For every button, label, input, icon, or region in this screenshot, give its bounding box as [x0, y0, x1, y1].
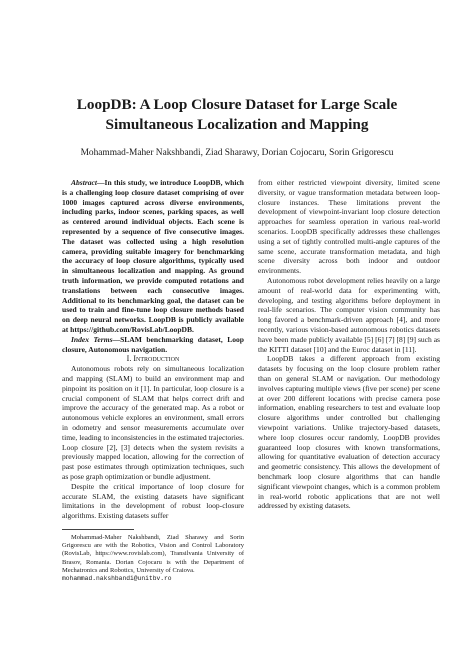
affiliation-footnote: [62, 534, 244, 583]
left-column: [62, 178, 244, 583]
abstract-lead: Abstract: [71, 178, 97, 187]
paper-title: LoopDB: A Loop Closure Dataset for Large Scale Simultaneous Localization and Mapping: [76, 96, 398, 133]
intro-paragraph: LoopDB takes a different approach from existing datasets by focusing on the loop closure problem rather than on general SLAM or navigation. Our methodology involves capturing multiple views (five per scene) per scene at over 200 different locations with precise camera pose information, enabling researchers to test and evaluate loop closure algorithms under controlled but challenging viewpoint variations. Unlike trajectory-based datasets, where loop closures occur randomly, LoopDB provides guaranteed loop closures with known transformations, allowing for quantitative evaluation of detection accuracy and geometric consistency. This allows the development of benchmark loop closure algorithms that can handle significant viewpoint changes, which is a common problem in real-world robotic applications that are not well addressed by existing datasets.: [258, 354, 440, 511]
footnote-email: mohammad.nakshbandi@unitbv.ro: [62, 574, 172, 582]
index-terms-text: —SLAM benchmarking dataset, Loop closure, Autonomous navigation.: [62, 334, 244, 354]
intro-paragraph: Autonomous robots rely on simultaneous localization and mapping (SLAM) to build an environment map and pinpoint its position on it [1]. In particular, loop closure is a crucial component of SLAM that helps correct drift and improve the accuracy of the generated map. As a robot or autonomous vehicle explores an environment, small errors in odometry and sensor measurements accumulate over time, leading to inconsistencies in the estimated trajectories. Loop closure [2], [3] detects when the system revisits a previously mapped location, allowing for the correction of past pose estimates through optimization techniques, such as pose graph optimization or bundle adjustment.: [62, 364, 244, 481]
intro-paragraph: from either restricted viewpoint diversity, limited scene diversity, or vague transformation metadata between loop-closure instances. These limitations prevent the development of viewpoint-invariant loop closure detection approaches for seamless operation in various real-world scenarios. LoopDB specifically addresses these challenges using a set of tightly controlled multi-angle captures of the same scene, accurate transformation metadata, and high scene diversity across both indoor and outdoor environments.: [258, 178, 440, 276]
intro-paragraph: Despite the critical importance of loop closure for accurate SLAM, the existing datasets have significant limitations in the development of robust loop-closure algorithms. Existing datasets suffer: [62, 481, 244, 521]
section-heading-introduction: I. Introduction: [126, 354, 180, 364]
paper-authors: Mohammad-Maher Nakshbandi, Ziad Sharawy, Dorian Cojocaru, Sorin Grigorescu: [80, 148, 394, 158]
abstract-text: —In this study, we introduce LoopDB, which is a challenging loop closure dataset comprising of over 1000 images captured across diverse environments, including parks, indoor scenes, parking spaces, as well as centered around individual objects. Each scene is represented by a sequence of five consecutive images. The dataset was collected using a high resolution camera, providing suitable imagery for benchmarking the accuracy of loop closure algorithms, typically used in simultaneous localization and mapping. As ground truth information, we provide computed rotations and translations between each consecutive images. Additional to its benchmarking goal, the dataset can be used to train and fine-tune loop closure methods based on deep neural networks. LoopDB is publicly available at https://github.com/RovisLab/LoopDB.: [62, 178, 244, 334]
intro-paragraph: Autonomous robot development relies heavily on a large amount of real-world data for experimenting with, developing, and testing algorithms before deployment in real-life scenarios. The computer vision community has long favored a benchmark-driven approach [4], and more recently, various vision-based autonomous robotics datasets have been made publicly available [5] [6] [7] [8] [9] such as the KITTI dataset [10] and the Euroc dataset in [11].: [258, 275, 440, 354]
footnote-divider: [62, 529, 134, 530]
right-column: [258, 178, 440, 511]
footnote-text: Mohammad-Maher Nakshbandi, Ziad Sharawy and Sorin Grigorescu are with the Robotics, Vision and Control Laboratory (RovisLab, https://www.rovislab.com), Transilvania University of Brasov, Romania. Dorian Cojocaru is with the Department of Mechatronics and Robotics, University of Craiova.: [62, 533, 244, 574]
index-terms-lead: Index Terms: [71, 334, 113, 344]
index-terms: [62, 335, 244, 355]
abstract: [62, 178, 244, 335]
